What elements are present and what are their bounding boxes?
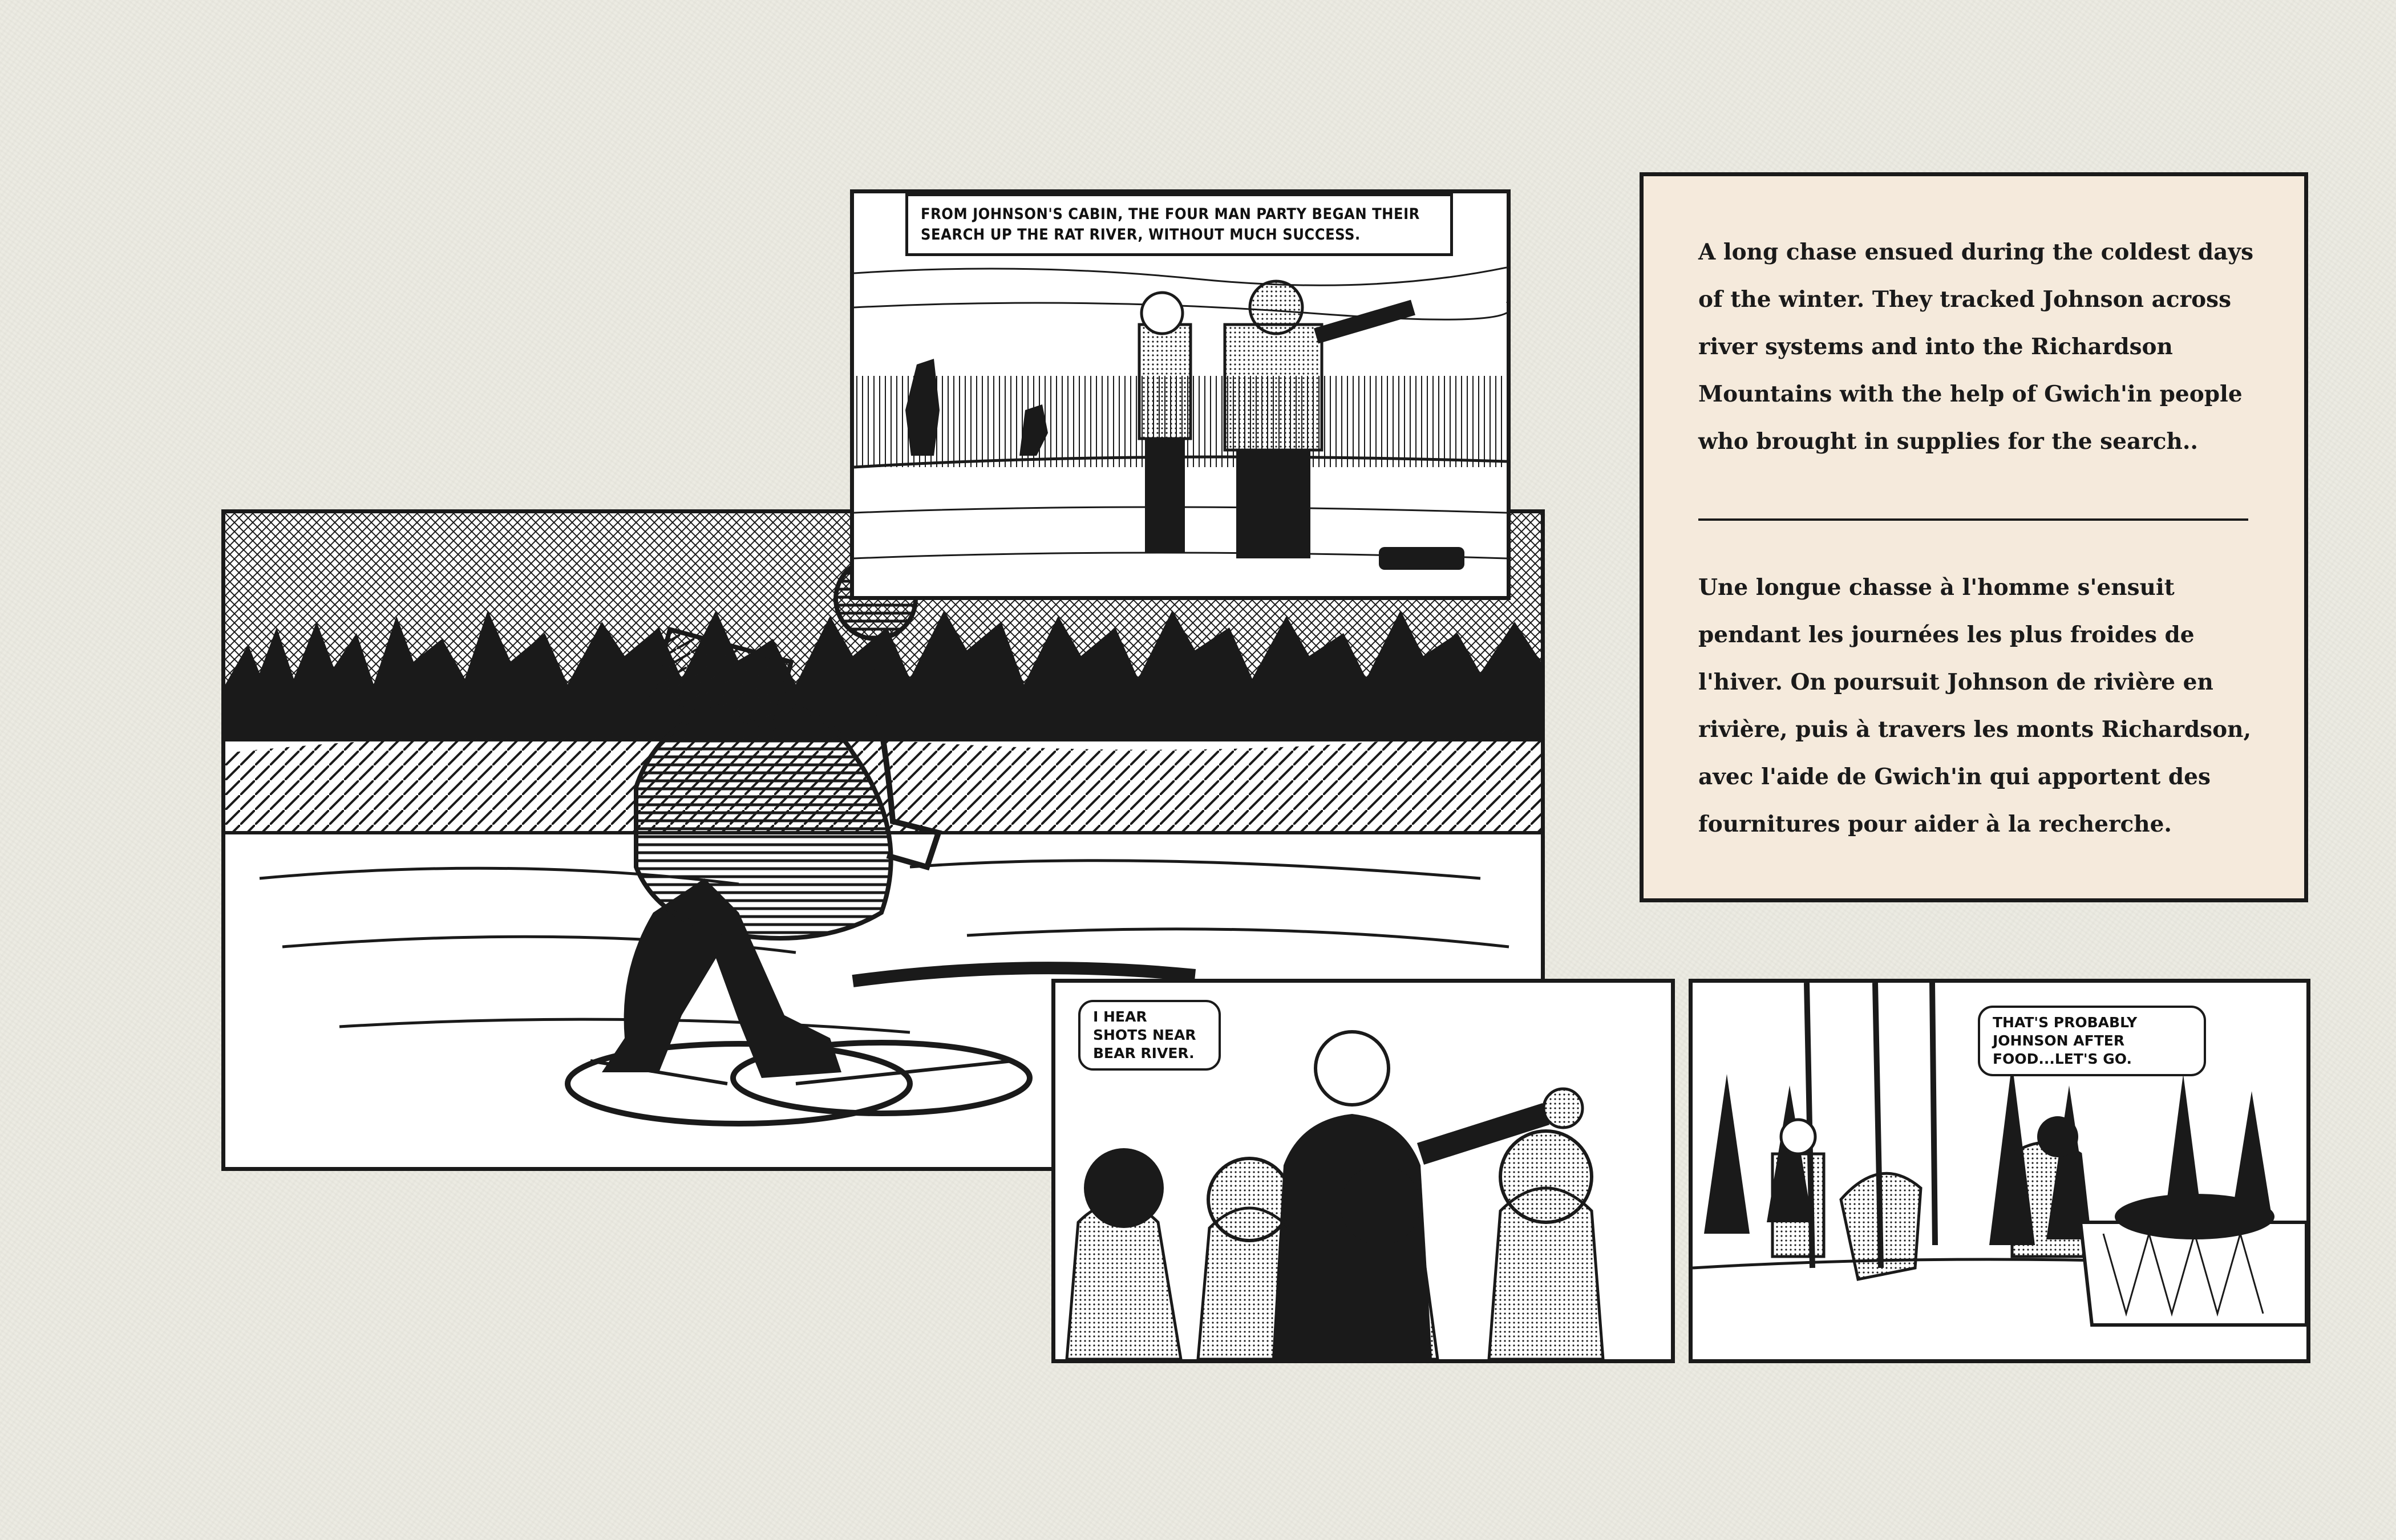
narration-english: A long chase ensued during the coldest days of the winter. They tracked Johnson across river systems and into the Richardson Mountains with the help of Gwich'in people who brought in supplies for the search.. — [1698, 239, 2254, 455]
shots-speech-text: I HEAR SHOTS NEAR BEAR RIVER. — [1093, 1008, 1196, 1061]
panel-after-food — [1689, 979, 2310, 1363]
panel-search-party — [850, 189, 1511, 600]
search-caption — [905, 193, 1453, 256]
food-speech-bubble — [1978, 1006, 2206, 1076]
panel-shots-heard — [1051, 979, 1675, 1363]
shots-speech-bubble — [1078, 1000, 1221, 1071]
food-speech-text: THAT'S PROBABLY JOHNSON AFTER FOOD...LET'S GO. — [1993, 1014, 2138, 1067]
narration-divider — [1698, 518, 2248, 521]
narration-french: Une longue chasse à l'homme s'ensuit pendant les journées les plus froides de l'hiver. On poursuit Johnson de rivière en rivière, puis à travers les monts Richardson, avec l'aide de Gwich'in qui apportent des fournitures pour aider à la recherche. — [1698, 574, 2252, 837]
narration-box — [1640, 172, 2308, 902]
search-caption-text: FROM JOHNSON'S CABIN, THE FOUR MAN PARTY BEGAN THEIR SEARCH UP THE RAT RIVER, WITHOUT MUCH SUCCESS. — [921, 205, 1420, 244]
